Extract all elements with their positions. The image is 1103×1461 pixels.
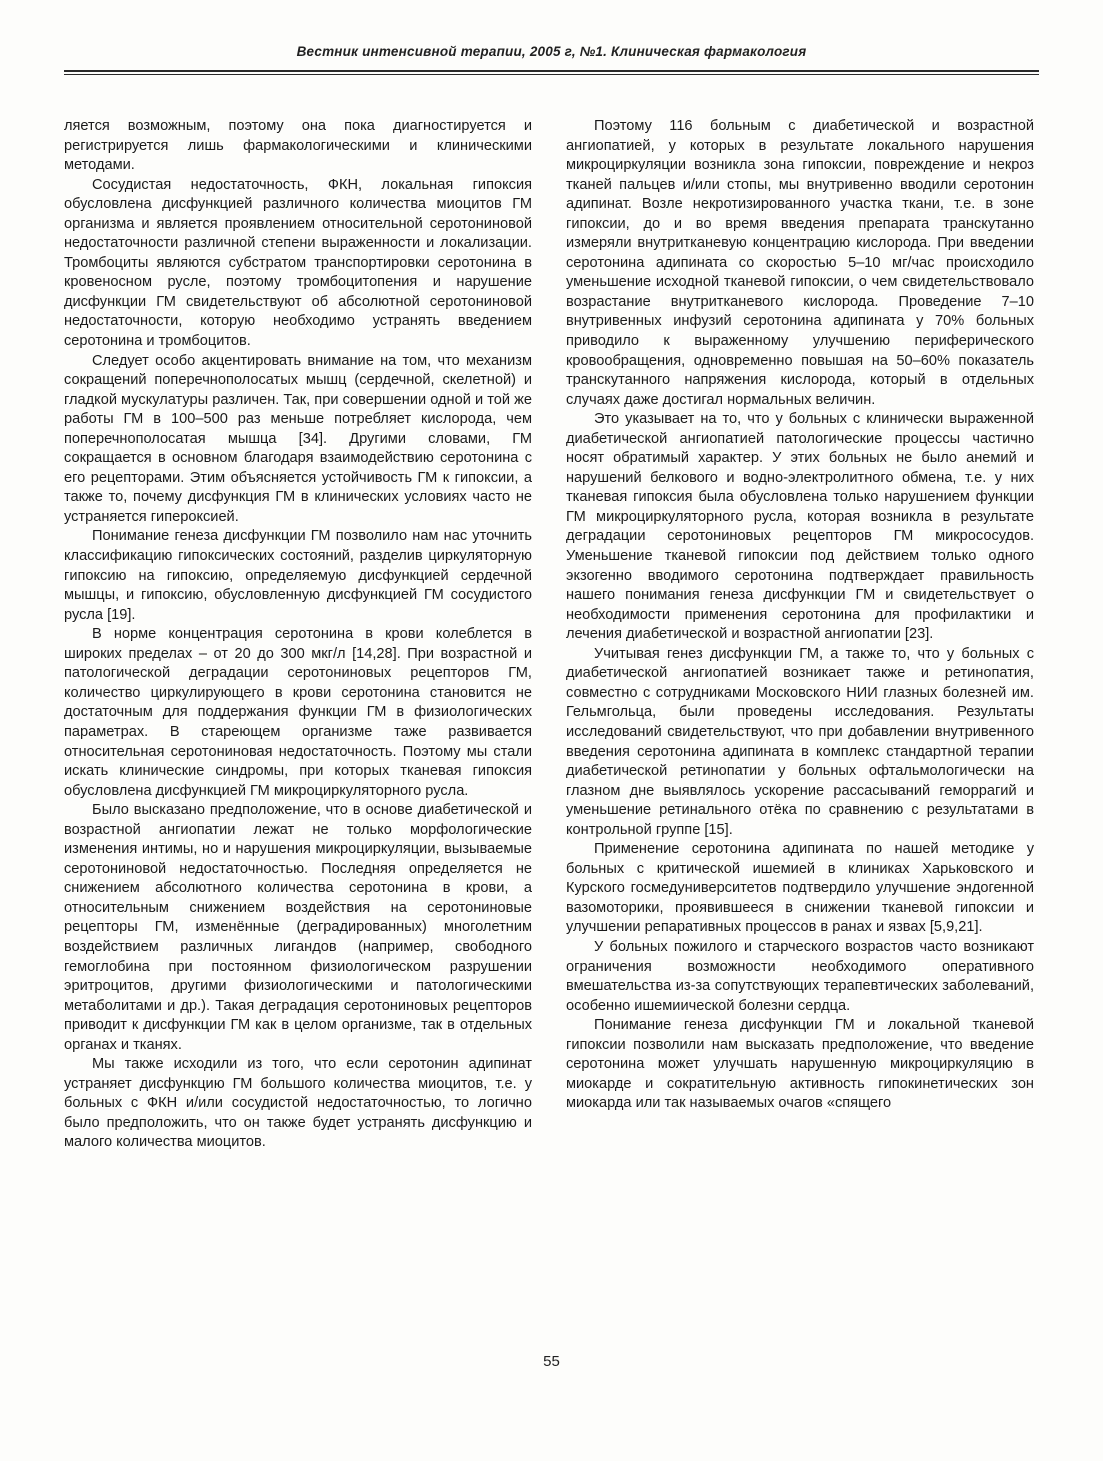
header-rule <box>64 70 1039 72</box>
header-rule-thin <box>64 74 1039 75</box>
paragraph: ляется возможным, поэтому она пока диагностируется и регистрируется лишь фармакологическими и клиническими методами. <box>64 118 532 174</box>
paragraph: Учитывая генез дисфункции ГМ, а также то, что у больных с диабетической ангиопатией возникает также и ретинопатия, совместно с сотрудниками Московского НИИ глазных болезней им. Гельмгольца, были проведены исследования. Результаты исследований свидетельствуют, что при добавлении внутривенного введения серотонина адипината в комплекс стандартной терапии диабетической ретинопатии у больных офтальмологически на глазном дне выявлялось ускорение рассасываний геморрагий и уменьшение ретинального отёка по сравнению с результатами в контрольной группе [15]. <box>566 645 1034 838</box>
paragraph: У больных пожилого и старческого возрастов часто возникают ограничения возможности необходимого оперативного вмешательства из-за сопутствующих терапевтических заболеваний, особенно ишемиической болезни сердца. <box>566 938 1034 1014</box>
paragraph: Понимание генеза дисфункции ГМ и локальной тканевой гипоксии позволили нам высказать предположение, что введение серотонина может улучшать нарушенную микроциркуляцию в миокарде и сократительную активность гипокинетических зон миокарда или так называемых очагов «спящего <box>566 1017 1034 1112</box>
left-column <box>64 117 532 1153</box>
page-number: 55 <box>543 1353 560 1370</box>
paragraph: Понимание генеза дисфункции ГМ позволило нам нас уточнить классификацию гипоксических состояний, разделив циркуляторную гипоксию на гипоксию, определяемую дисфункцией сердечной мышцы, и гипоксию, обусловленную дисфункцией ГМ сосудистого русла [19]. <box>64 528 532 623</box>
right-column <box>566 117 1034 1114</box>
paragraph: Поэтому 116 больным с диабетической и возрастной ангиопатией, у которых в результате локального нарушения микроциркуляции возникла зона гипоксии, повреждение и некроз тканей пальцев и/или стопы, мы внутривенно вводили серотонин адипинат. Возле некротизированного участка ткани, т.е. в зоне гипоксии, до и во время введения препарата транскутанно измеряли внутритканевую концентрацию кислорода. При введении серотонина адипината со скоростью 5–10 мг/час происходило уменьшение исходной тканевой гипоксии, о чем свидетельствовало возрастание внутритканевого кислорода. Проведение 7–10 внутривенных инфузий серотонина адипината у 70% больных приводило к выраженному улучшению периферического кровообращения, одновременно повышая на 50–60% показатель транскутанного напряжения кислорода, который в отдельных случаях даже достигал нормальных величин. <box>566 118 1034 408</box>
paragraph: Сосудистая недостаточность, ФКН, локальная гипоксия обусловлена дисфункцией различного количества миоцитов ГМ организма и является проявлением относительной серотониновой недостаточности различной степени выраженности и локализации. Тромбоциты являются субстратом транспортировки серотонина в кровеносном русле, поэтому тромбоцитопения и нарушение дисфункции ГМ свидетельствуют об абсолютной серотониновой недостаточности, которую необходимо устранять введением серотонина и тромбоцитов. <box>64 176 532 350</box>
paragraph: Следует особо акцентировать внимание на том, что механизм сокращений поперечнополосатых мышц (сердечной, скелетной) и гладкой мускулатуры различен. Так, при совершении одной и той же работы ГМ в 100–500 раз меньше потребляет кислорода, чем поперечнополосатая мышца [34]. Другими словами, ГМ сокращается в основном благодаря взаимодействию серотонина с его рецепторами. Этим объясняется устойчивость ГМ к гипоксии, а также то, почему дисфункция ГМ в клинических условиях часто не устраняется гипероксией. <box>64 352 532 525</box>
paragraph: Применение серотонина адипината по нашей методике у больных с критической ишемией в клиниках Харьковского и Курского госмедуниверситетов подтвердило улучшение эндогенной вазомоторики, проявившееся в снижении тканевой гипоксии и улучшении репаративных процессов в ранах и язвах [5,9,21]. <box>566 841 1034 936</box>
running-header: Вестник интенсивной терапии, 2005 г, №1. Клиническая фармакология <box>296 44 807 59</box>
paragraph: Это указывает на то, что у больных с клинически выраженной диабетической ангиопатией патологические процессы частично носят обратимый характер. У этих больных не было анемий и нарушений белкового и водно-электролитного обмена, т.е. у них тканевая гипоксия была обусловлена только нарушением функции ГМ микроциркуляторного русла, которая возникла в результате деградации серотониновых рецепторов ГМ микрососудов. Уменьшение тканевой гипоксии под действием только одного экзогенно вводимого серотонина подтверждает правильность нашего понимания генеза дисфункции ГМ и свидетельствует о необходимости применения серотонина для профилактики и лечения диабетической и возрастной ангиопатии [23]. <box>566 411 1034 643</box>
paragraph: Было высказано предположение, что в основе диабетической и возрастной ангиопатии лежат не только морфологические изменения интимы, но и нарушения микроциркуляции, вызываемые серотониновой недостаточностью. Последняя определяется не снижением абсолютного количества серотонина в крови, а относительным снижением воздействия на серотониновые рецепторы ГМ, изменённые (деградированных) многолетним воздействием различных лигандов (например, свободного гемоглобина при постоянном физиологическом разрушении эритроцитов, другими физиологическими и патологическими метаболитами и др.). Такая деградация серотониновых рецепторов приводит к дисфункции ГМ как в целом организме, так в отдельных органах и тканях. <box>64 802 532 1053</box>
paragraph: Мы также исходили из того, что если серотонин адипинат устраняет дисфункцию ГМ большого количества миоцитов, т.е. у больных с ФКН и/или сосудистой недостаточностью, то логично было предположить, что он также будет устранять дисфункцию и малого количества миоцитов. <box>64 1056 532 1151</box>
paragraph: В норме концентрация серотонина в крови колеблется в широких пределах – от 20 до 300 мкг/л [14,28]. При возрастной и патологической деградации серотониновых рецепторов ГМ, количество циркулирующего в крови серотонина становится не достаточным для поддержания функции ГМ в физиологических параметрах. В стареющем организме таже развивается относительная серотониновая недостаточность. Поэтому мы стали искать клинические синдромы, при которых тканевая гипоксия обусловлена дисфункцией ГМ микроциркуляторного русла. <box>64 626 532 799</box>
